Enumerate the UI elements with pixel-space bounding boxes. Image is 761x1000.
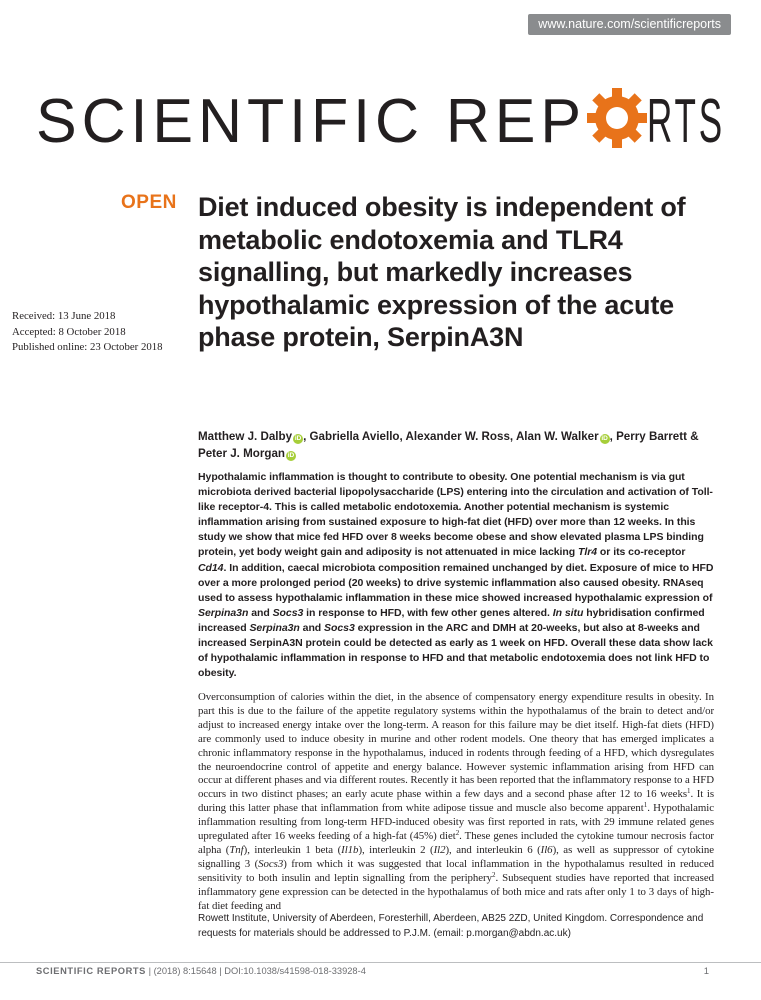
reference-link[interactable]: 2 (455, 829, 460, 838)
introduction-paragraph: Overconsumption of calories within the diet, in the absence of compensatory energy expenditure results in obesity. In part this is due to the failure of the appetite regulatory systems within the hypothalamus of the brain to detect and/or adjust to increased energy intake over the long-term. A reason for this failure may be diet itself. High-fat diets (HFD) are commonly used to induce obesity in murine and other rodent models. One theory that has emerged implicates a chronic inflammatory response in the hypothalamus, induced in rodents through feeding of a HFD, which dysregulates the neuroendocrine control of appetite and energy balance. However systemic inflammation arising from HFD can occur at different phases and via different routes. Recently it has been reported that the inflammatory response to a HFD occurs in two distinct phases; an early acute phase within a few days and a second phase after 12 to 16 weeks$^1$. It is during this latter phase that inflammation from white adipose tissue and muscle also become apparent$^1$. Hypothalamic inflammation resulting from long-term HFD-induced obesity was first reported in rats, with 29 immune related genes upregulated after 16 weeks feeding of a high-fat (45%) diet$^2$. These genes included the cytokine tumour necrosis factor alpha (Tnf), interleukin 1 beta (Il1b), interleukin 2 (Il2), and interleukin 6 (Il6), as well as suppressor of cytokine signalling 3 (Socs3) from which it was suggested that local inflammation in the hypothalamus resulted in reduced sensitivity to both insulin and leptin signalling from the periphery$^2$. Subsequent studies have reported that increased inflammatory gene expression can be detected in the hypothalamus of both mice and rats after only 1 to 3 days of high-fat diet feeding and (198, 691, 715, 912)
received-date: Received: 13 June 2018 (12, 310, 116, 322)
footer-journal: SCIENTIFIC REPORTS (36, 966, 146, 976)
masthead-text-part1: SCIENTIFIC REP (36, 87, 586, 152)
orcid-icon[interactable]: iD (601, 435, 608, 442)
author-separator: , (609, 430, 617, 443)
author-name[interactable]: Matthew J. Dalby (198, 430, 293, 443)
footer-citation: (2018) 8:15648 (153, 966, 217, 976)
published-date: Published online: 23 October 2018 (12, 341, 163, 353)
masthead-text-part2: RTS (647, 87, 725, 152)
author-name[interactable]: Peter J. Morgan (198, 447, 285, 460)
accepted-date: Accepted: 8 October 2018 (12, 325, 126, 338)
orcid-icon[interactable]: iD (287, 452, 295, 459)
abstract: Hypothalamic inflammation is thought to contribute to obesity. One potential mechanism is via gut microbiota derived bacterial lipopolysaccharide (LPS) entering into the circulation and activation of Toll-like receptor-4. This is called metabolic endotoxemia. Another potential mechanism is systemic inflammation arising from sustained exposure to high-fat diet (HFD) over more than 12 weeks. In this study we show that mice fed HFD over 8 weeks become obese and show elevated plasma LPS binding protein, yet body weight gain and adiposity is not attenuated in mice lacking Tlr4 or its co-receptor Cd14. In addition, caecal microbiota composition remained unchanged by diet. Exposure of mice to HFD over a more prolonged period (20 weeks) to drive systemic inflammation also caused obesity. RNAseq used to assess hypothalamic inflammation in these mice showed increased hypothalamic expression of Serpina3n and Socs3 in response to HFD, with few other genes altered. In situ hybridisation confirmed increased Serpina3n and Socs3 expression in the ARC and DMH at 20-weeks, but also at 8-weeks and increased SerpinA3N protein could be detected as early as 1 week on HFD. Overall these data show lack of hypothalamic inflammation in response to HFD and that metabolic endotoxemia does not link HFD to obesity. (198, 471, 714, 680)
author-separator: , (509, 430, 516, 443)
journal-masthead (36, 82, 726, 152)
orcid-icon[interactable]: iD (294, 435, 302, 442)
reference-link[interactable]: 2 (491, 870, 496, 879)
author-name[interactable]: Gabriella Aviello (309, 430, 400, 443)
author-separator: & (686, 430, 699, 443)
page-number: 1 (703, 966, 709, 977)
affiliation-note: Rowett Institute, University of Aberdeen, Foresterhill, Aberdeen, AB25 2ZD, United Kingdom. Correspondence and requests for materials should be addressed to P.J.M. (email: p.morgan@abdn.ac.uk) (198, 913, 704, 939)
gear-icon (587, 88, 647, 148)
masthead-logo (36, 82, 726, 152)
author-list (198, 428, 718, 462)
author-name[interactable]: Alan W. Walker (515, 430, 599, 443)
reference-link[interactable]: 1 (686, 787, 691, 796)
journal-url-badge[interactable]: www.nature.com/scientificreports (528, 14, 731, 35)
email-link[interactable]: p.morgan@abdn.ac.uk (466, 927, 568, 939)
author-separator: , (303, 430, 310, 443)
reference-link[interactable]: 1 (643, 801, 648, 810)
author-name[interactable]: Perry Barrett (616, 430, 687, 443)
footer-doi[interactable]: | DOI:10.1038/s41598-018-33928-4 (216, 966, 366, 976)
author-name[interactable]: Alexander W. Ross (405, 430, 510, 443)
article-dates (12, 309, 192, 356)
page-footer: SCIENTIFIC REPORTS | (2018) 8:15648 | DOI:10.1038/s41598-018-33928-4 (36, 966, 366, 976)
open-access-label: OPEN (121, 192, 177, 213)
footer-divider (0, 962, 761, 963)
article-title: Diet induced obesity is independent of metabolic endotoxemia and TLR4 signalling, but markedly increases hypothalamic expression of the acute phase protein, SerpinA3N (198, 192, 686, 352)
author-separator: , (399, 430, 406, 443)
